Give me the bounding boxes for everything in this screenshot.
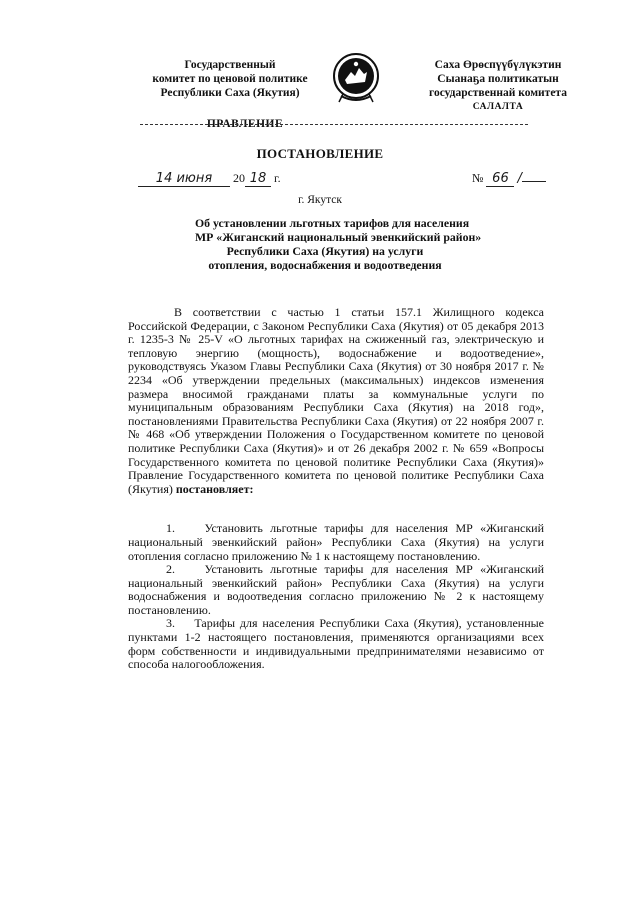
date-day-handwritten: 14 июня [138, 171, 230, 187]
board-label-ru: ПРАВЛЕНИЕ [206, 118, 284, 130]
intro-paragraph [128, 306, 544, 496]
intro-text: В соответствии с частью 1 статьи 157.1 Жилищного кодекса Российской Федерации, с Законом Республики Саха (Якутия) от 05 декабря 2013 г. 1235-3 № 25-V «О льготных тарифах на сжиженный газ, электрическую и тепловую энергию (мощность), водоснабжение и водоотведение», руководствуясь Указом Главы Республики Саха (Якутия) от 30 ноября 2017 г. № 2234 «Об утверждении предельных (максимальных) индексов изменения размера вносимой гражданами платы за коммунальные услуги по муниципальным образованиям Республики Саха (Якутия) на 2018 год», постановлениями Правительства Республики Саха (Якутия) от 22 ноября 2007 г. № 468 «Об утверждении Положения о Государственном комитете по ценовой политике Республики Саха (Якутия)» и от 26 декабря 2002 г. № 659 «Вопросы Государственного комитета по ценовой политике Республики Саха (Якутия)» Правление Государственного комитета по ценовой политике Республики Саха (Якутия) [128, 305, 544, 496]
decree-item: 3. Тарифы для населения Республики Саха (Якутия), установленные пунктами 1-2 настоящего постановления, применяются организациями всех форм собственности и индивидуальными предпринимателями независимо от способа налогообложения. [128, 616, 544, 672]
header-right-line: Саха Өрөспүүбүлүкэтин [434, 59, 562, 71]
document-body [128, 306, 544, 672]
header-right-line: государственнай комитета [429, 87, 567, 99]
number-prefix: № [472, 171, 484, 185]
date-year-handwritten: 18 [245, 171, 271, 187]
date-year-prefix: 20 [233, 171, 245, 185]
header-left-line: Государственный [184, 59, 276, 71]
document-city: г. Якутск [298, 194, 342, 206]
document-subject [195, 216, 482, 272]
header-right-sakha [403, 58, 593, 100]
decree-word: постановляет: [175, 481, 254, 496]
sakha-emblem-icon [331, 50, 381, 108]
header-left-ru [135, 58, 325, 100]
document-date [138, 171, 281, 193]
header-left-line: Республики Саха (Якутия) [160, 87, 300, 99]
decree-item: 2. Установить льготные тарифы для населения МР «Жиганский национальный эвенкийский район» Республики Саха (Якутия) на услуги водоснабжения и водоотведения согласно приложению № 2 к настоящему постановлению. [128, 562, 544, 617]
subject-line: отопления, водоснабжения и водоотведения [208, 258, 442, 272]
date-unit: г. [274, 171, 281, 185]
number-separator: / [517, 171, 522, 186]
number-handwritten: 66 [486, 171, 514, 187]
header-right-line: Сыанаҕа политикатын [437, 73, 559, 85]
header-divider [140, 124, 528, 125]
subject-line: МР «Жиганский национальный эвенкийский район» [195, 230, 482, 244]
decree-item: 1. Установить льготные тарифы для населения МР «Жиганский национальный эвенкийский район» Республики Саха (Якутия) на услуги отопления согласно приложению № 1 к настоящему постановлению. [128, 521, 544, 563]
document-number [472, 171, 546, 187]
board-label-sakha: САЛАЛТА [472, 102, 524, 112]
subject-line: Об установлении льготных тарифов для населения [195, 216, 470, 230]
number-tail-line [522, 181, 546, 182]
subject-line: Республики Саха (Якутия) на услуги [226, 244, 424, 258]
header-left-line: комитет по ценовой политике [152, 73, 308, 85]
document-title: ПОСТАНОВЛЕНИЕ [256, 146, 384, 161]
